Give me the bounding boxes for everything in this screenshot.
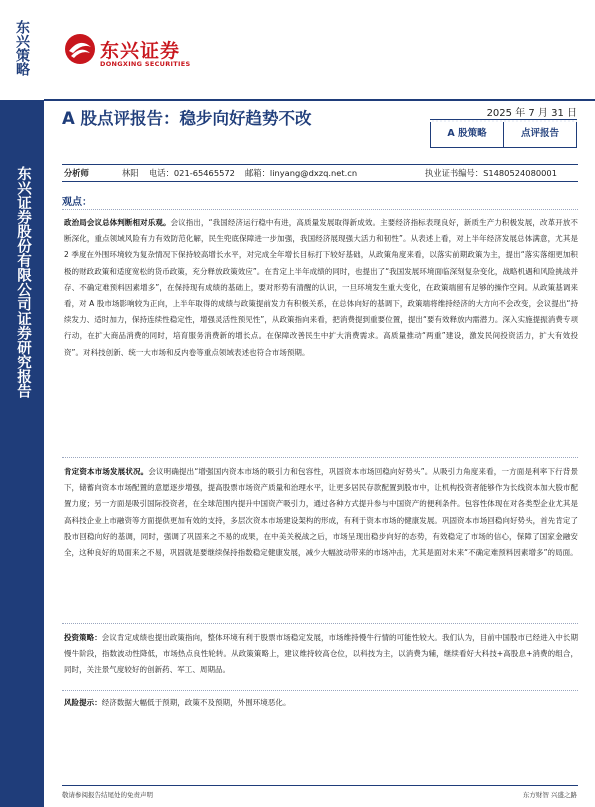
analyst-license: 执业证书编号：S1480524080001 [425,168,557,178]
paragraph-body: 会议指出，“我国经济运行稳中有进，高质量发展取得新成效。主要经济指标表现良好，新质生产力积极发展，改革开放不断深化，重点领域风险有力有效防范化解，民生兜底保障进一步加强，我国经济展现强大活力和韧性”。从表述上看，对上半年经济发展总体满意，尤其是 2 季度在外围环境较为复杂情况下保持较高增长水平，对完成全年增长目标打下较好基础，从政策角度来看，以落实前期政策为主，提出“落实落细更加积极的财政政策和适度宽松的货币政策，充分释放政策效应”。在肯定上半年成绩的同时，也提出了“我国发展环境面临深刻复杂变化，战略机遇和风险挑战并存、不确定难预料因素增多”，在保持现有成绩的基础上，要对形势有清醒的认识，一旦环境发生重大变化，在政策端留有足够的操作空间。从政策基调来看，对 A 股市场影响较为正向，上半年取得的成绩与政策提前发力有积极关系，在总体向好的基调下，政策端将维持经济的大方向不会改变，会议提出“持续发力、适时加力，保持连续性稳定性，增强灵活性预见性”，从政策指向来看，把消费提到重要位置，提出“要有效释放内需潜力。深入实施提振消费专项行动，在扩大商品消费的同时，培育服务消费新的增长点。在保障改善民生中扩大消费需求。高质量推动“两重”建设，激发民间投资活力，扩大有效投资”。对科技创新、统一大市场和反内卷等重点领域表述也符合市场预期。 [64,218,578,357]
analyst-name: 林阳 [122,168,139,178]
report-title: A 股点评报告：稳步向好趋势不改 [62,109,312,128]
paragraph-body: 经济数据大幅低于预期，政策不及预期，外围环境恶化。 [101,698,291,707]
analyst-band [62,164,578,182]
footer-rule [62,785,578,786]
analyst-label: 分析师 [64,168,89,178]
paragraph-strategy [64,630,578,679]
section-separator [62,457,578,458]
paragraph-lead: 政治局会议总体判断相对乐观。 [64,218,171,227]
company-logo [64,33,224,73]
report-tags [430,122,577,148]
paragraph-body: 会议肯定成绩也提出政策指向，整体环境有利于股票市场稳定发展，市场维持慢牛行情的可能性较大。我们认为，目前中国股市已经进入中长期慢牛阶段，指数波动性降低，市场热点良性轮转。从政策策略上，建议维持较高仓位，以科技为主，以消费为辅，继续看好大科技+高股息+消费的组合，同时，关注景气度较好的创新药、军工、周期品。 [64,633,578,675]
paragraph-capital-market [64,464,578,561]
logo-name-cn: 东兴证券 [100,40,181,62]
sidebar-vertical-label: 东兴证券股份有限公司证券研究报告 [15,166,31,398]
header-rule [44,99,595,101]
sidebar-top-label: 东兴策略 [14,20,30,76]
logo-mark-icon [64,33,96,65]
viewpoint-rule [62,209,578,210]
analyst-phone: 电话：021-65465572 [149,168,235,178]
paragraph-body: 会议明确提出“增强国内资本市场的吸引力和包容性，巩固资本市场回稳向好势头”。从吸引力角度来看，一方面是利率下行背景下，储蓄向资本市场配置的意愿逐步增强，提高股票市场资产质量和治理水平，让更多居民存款配置到股市中，让机构投资者能够作为长线资本加大股市配置力度；另一方面是吸引国际投资者，在全球范围内提升中国资产吸引力，通过各种方式提升参与中国资产的便利条件。包容性体现在对各类型企业尤其是高科技企业上市融资等方面提供更加有效的支持，多层次资本市场建设架构的形成，有利于资本市场的健康发展。巩固资本市场回稳向好势头，首先肯定了股市回稳向好的基调，同时，强调了巩固来之不易的成果，在中美关税战之后，市场呈现出稳步向好的态势，有效稳定了市场的信心，保障了国家金融安全，这种良好的局面来之不易，巩固就是要继续保持指数稳定健康发展，减少大幅波动带来的市场冲击，尤其是面对未来“不确定难预料因素增多”的局面。 [64,467,578,558]
analyst-email[interactable]: 邮箱：linyang@dxzq.net.cn [245,168,358,178]
sidebar [0,0,44,807]
logo-name-en: DONGXING SECURITIES [100,60,191,68]
paragraph-lead: 投资策略： [64,633,102,642]
section-separator [62,690,578,691]
footer-disclaimer: 敬请参阅报告结尾处的免责声明 [62,791,153,799]
tag-strategy: A 股策略 [430,122,504,148]
section-separator [62,623,578,624]
footer-slogan: 东方财智 兴盛之路 [522,791,577,799]
tag-report-type: 点评报告 [504,122,577,148]
paragraph-lead: 风险提示： [64,698,102,707]
paragraph-risk [64,695,578,711]
paragraph-politburo [64,215,578,361]
paragraph-lead: 肯定资本市场发展状况。 [64,467,149,476]
viewpoint-heading: 观点： [62,197,92,208]
report-date: 2025 年 7 月 31 日 [486,108,577,119]
